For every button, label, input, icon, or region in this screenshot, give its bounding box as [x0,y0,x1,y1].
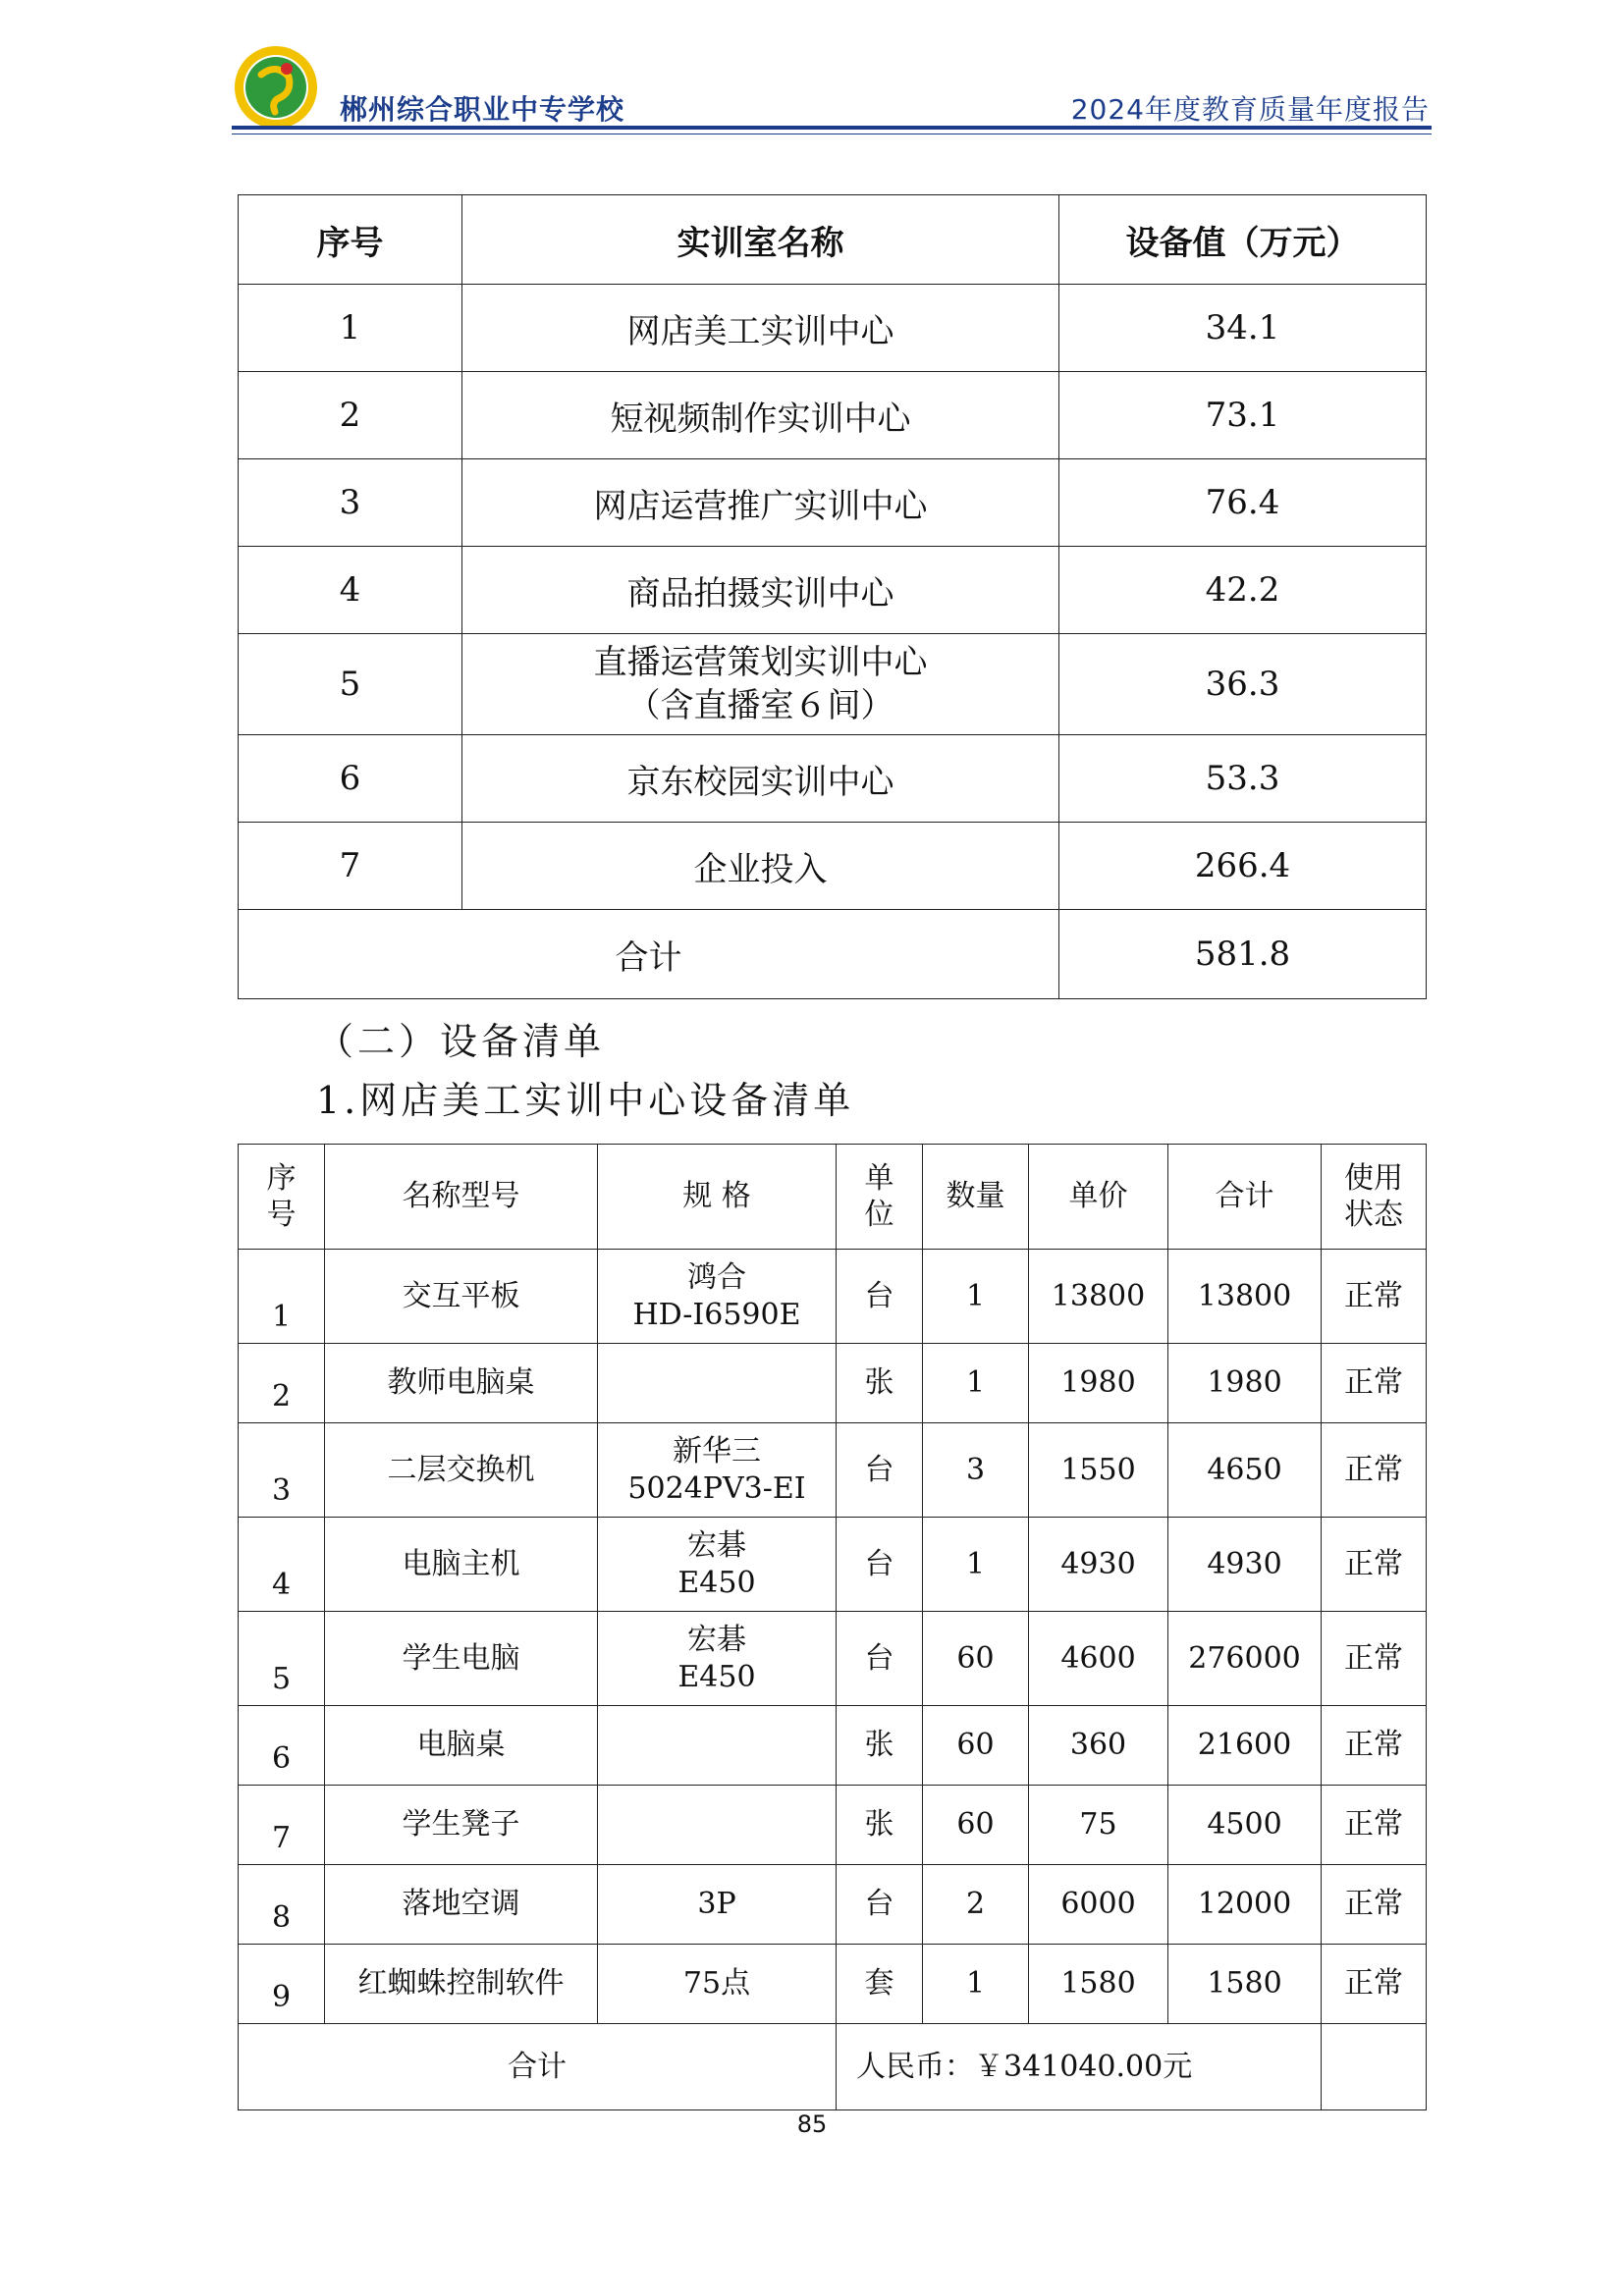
table-row [239,1423,1427,1518]
row-price: 4600 [1029,1612,1168,1706]
row-unit: 张 [837,1344,923,1423]
row-qty: 2 [923,1865,1029,1945]
row-room-name: 商品拍摄实训中心 [462,547,1059,634]
row-status: 正常 [1322,1786,1427,1865]
row-room-name: 短视频制作实训中心 [462,372,1059,459]
row-no: 6 [239,735,462,823]
row-value: 76.4 [1059,459,1427,547]
row-unit: 台 [837,1865,923,1945]
row-total: 4500 [1168,1786,1322,1865]
row-qty: 1 [923,1344,1029,1423]
row-spec: 3P [598,1865,837,1945]
row-no: 5 [239,634,462,735]
row-spec: 新华三 5024PV3-EI [598,1423,837,1518]
table-row [239,634,1427,735]
row-name: 落地空调 [325,1865,598,1945]
row-room-name: 网店运营推广实训中心 [462,459,1059,547]
row-price: 75 [1029,1786,1168,1865]
table-row [239,1612,1427,1706]
row-value: 34.1 [1059,285,1427,372]
row-no: 1 [239,1250,325,1344]
row-price: 360 [1029,1706,1168,1786]
subsection-title: 1.网店美工实训中心设备清单 [316,1079,855,1122]
row-unit: 台 [837,1612,923,1706]
header-room-name: 实训室名称 [462,195,1059,285]
row-status: 正常 [1322,1423,1427,1518]
row-qty: 1 [923,1518,1029,1612]
report-title: 2024年度教育质量年度报告 [1070,93,1430,126]
row-room-name [462,634,1059,735]
total-value: 581.8 [1059,910,1427,999]
row-price: 13800 [1029,1250,1168,1344]
row-status: 正常 [1322,1612,1427,1706]
room-name-line2: （含直播室６间） [626,686,894,725]
row-status: 正常 [1322,1250,1427,1344]
row-qty: 60 [923,1706,1029,1786]
table-row [239,1706,1427,1786]
row-value: 266.4 [1059,823,1427,910]
row-price: 4930 [1029,1518,1168,1612]
school-logo-icon [232,43,320,132]
header-qty: 数量 [923,1145,1029,1250]
total-row [239,910,1427,999]
row-name: 电脑主机 [325,1518,598,1612]
row-no: 4 [239,1518,325,1612]
training-room-equipment-table [238,194,1427,999]
row-no: 2 [239,372,462,459]
total-value: 人民币：￥341040.00元 [837,2024,1322,2110]
table-row [239,547,1427,634]
row-no: 8 [239,1865,325,1945]
table-row [239,1786,1427,1865]
row-total: 13800 [1168,1250,1322,1344]
row-name: 二层交换机 [325,1423,598,1518]
row-value: 36.3 [1059,634,1427,735]
header-unit: 单 位 [837,1145,923,1250]
table-row [239,1518,1427,1612]
row-unit: 台 [837,1518,923,1612]
row-total: 4650 [1168,1423,1322,1518]
table-row [239,1344,1427,1423]
row-total: 1980 [1168,1344,1322,1423]
row-value: 73.1 [1059,372,1427,459]
header-total: 合计 [1168,1145,1322,1250]
row-unit: 套 [837,1945,923,2024]
row-total: 1580 [1168,1945,1322,2024]
header-no: 序 号 [239,1145,325,1250]
table-header-row [239,195,1427,285]
school-name: 郴州综合职业中专学校 [340,93,625,126]
page-header [232,43,1430,137]
row-spec: 宏碁 E450 [598,1518,837,1612]
row-no: 4 [239,547,462,634]
row-room-name: 网店美工实训中心 [462,285,1059,372]
row-price: 1580 [1029,1945,1168,2024]
row-qty: 60 [923,1612,1029,1706]
row-no: 3 [239,459,462,547]
equipment-list-table [238,1144,1427,2110]
row-price: 1980 [1029,1344,1168,1423]
header-divider-thin [232,133,1432,134]
row-total: 276000 [1168,1612,1322,1706]
total-label: 合计 [239,910,1059,999]
row-qty: 60 [923,1786,1029,1865]
row-no: 9 [239,1945,325,2024]
row-price: 1550 [1029,1423,1168,1518]
row-spec: 75点 [598,1945,837,2024]
row-status: 正常 [1322,1865,1427,1945]
table-row [239,1945,1427,2024]
table-header-row [239,1145,1427,1250]
header-status: 使用 状态 [1322,1145,1427,1250]
row-spec: 宏碁 E450 [598,1612,837,1706]
row-total: 4930 [1168,1518,1322,1612]
header-spec: 规 格 [598,1145,837,1250]
row-name: 红蜘蛛控制软件 [325,1945,598,2024]
table-row [239,372,1427,459]
row-no: 2 [239,1344,325,1423]
table-row [239,1250,1427,1344]
row-name: 交互平板 [325,1250,598,1344]
page-number: 85 [796,2110,828,2138]
row-unit: 张 [837,1786,923,1865]
total-row [239,2024,1427,2110]
row-name: 教师电脑桌 [325,1344,598,1423]
row-status: 正常 [1322,1344,1427,1423]
row-no: 5 [239,1612,325,1706]
total-empty [1322,2024,1427,2110]
row-no: 3 [239,1423,325,1518]
row-no: 7 [239,1786,325,1865]
row-name: 学生凳子 [325,1786,598,1865]
header-no: 序号 [239,195,462,285]
row-qty: 3 [923,1423,1029,1518]
header-price: 单价 [1029,1145,1168,1250]
row-qty: 1 [923,1250,1029,1344]
header-name: 名称型号 [325,1145,598,1250]
row-room-name: 京东校园实训中心 [462,735,1059,823]
table-row [239,285,1427,372]
row-qty: 1 [923,1945,1029,2024]
row-no: 7 [239,823,462,910]
room-name-line1: 直播运营策划实训中心 [593,642,928,682]
row-name: 电脑桌 [325,1706,598,1786]
row-no: 6 [239,1706,325,1786]
header-value: 设备值（万元） [1059,195,1427,285]
total-label: 合计 [239,2024,837,2110]
table-row [239,1865,1427,1945]
row-no: 1 [239,285,462,372]
row-spec [598,1344,837,1423]
row-status: 正常 [1322,1945,1427,2024]
row-price: 6000 [1029,1865,1168,1945]
row-status: 正常 [1322,1706,1427,1786]
row-unit: 张 [837,1706,923,1786]
row-value: 42.2 [1059,547,1427,634]
row-unit: 台 [837,1423,923,1518]
row-total: 12000 [1168,1865,1322,1945]
row-spec [598,1706,837,1786]
table-row [239,459,1427,547]
row-value: 53.3 [1059,735,1427,823]
table-row [239,823,1427,910]
row-spec [598,1786,837,1865]
header-divider [232,126,1432,130]
row-unit: 台 [837,1250,923,1344]
row-total: 21600 [1168,1706,1322,1786]
row-status: 正常 [1322,1518,1427,1612]
section-title: （二）设备清单 [316,1020,606,1063]
row-room-name: 企业投入 [462,823,1059,910]
table-row [239,735,1427,823]
row-spec: 鸿合 HD-I6590E [598,1250,837,1344]
row-name: 学生电脑 [325,1612,598,1706]
